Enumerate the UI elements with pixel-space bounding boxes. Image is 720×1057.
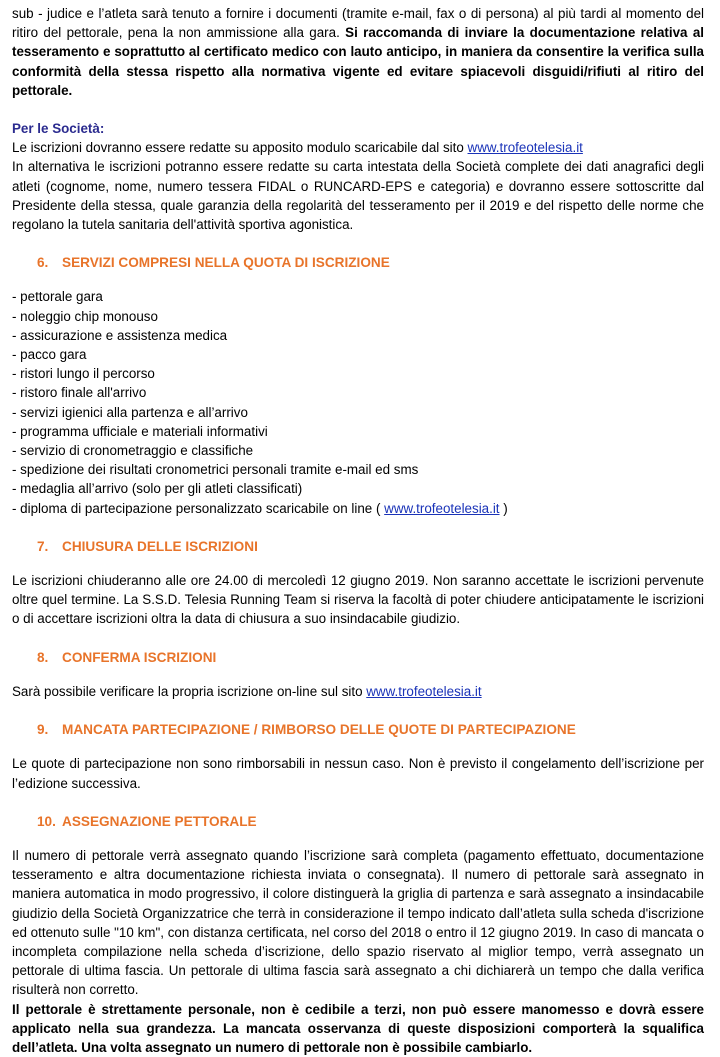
intro-bold-text: Si raccomanda di inviare la documentazione relativa al tesseramento e soprattutto al certificato medico con lauto anticipo, in maniera da consentire la verifica sulla conformità della stessa rispetto alla normativa vigente ed evitare spiacevoli disguidi/rifiuti al ritiro del pettorale.	[12, 25, 705, 98]
list-item: - medaglia all’arrivo (solo per gli atleti classificati)	[12, 481, 303, 497]
section-9-title: MANCATA PARTECIPAZIONE / RIMBORSO DELLE QUOTE DI PARTECIPAZIONE	[62, 722, 576, 738]
section-8-heading	[37, 648, 704, 667]
trofeotelesia-link[interactable]: www.trofeotelesia.it	[366, 683, 482, 699]
section-10-bold-text: Il pettorale è strettamente personale, non è cedibile a terzi, non può essere manomesso e dovrà essere applicato nella sua grandezza. La mancata osservanza di queste disposizioni comporterà la squalifica dell’atleta. Una volta assegnato un numero di pettorale non è possibile cambiarlo.	[12, 1001, 704, 1055]
services-list	[12, 287, 704, 517]
list-item: - servizio di cronometraggio e classifiche	[12, 443, 254, 459]
list-item: - assicurazione e assistenza medica	[12, 327, 228, 343]
section-6-title: SERVIZI COMPRESI NELLA QUOTA DI ISCRIZIONE	[62, 255, 390, 271]
section-7-title: CHIUSURA DELLE ISCRIZIONI	[62, 538, 258, 554]
list-item: - programma ufficiale e materiali informativi	[12, 423, 268, 439]
intro-paragraph	[12, 4, 704, 100]
diploma-text: - diploma di partecipazione personalizzato scaricabile on line (	[12, 500, 385, 516]
list-item: - noleggio chip monouso	[12, 308, 158, 324]
diploma-end: )	[499, 500, 508, 516]
list-item-diploma	[12, 499, 704, 518]
list-item: - ristoro finale all'arrivo	[12, 385, 147, 401]
societa-paragraph: In alternativa le iscrizioni potranno essere redatte su carta intestata della Società complete dei dati anagrafici degli atleti (cognome, nome, numero tessera FIDAL o RUNCARD-EPS e categoria) e dovranno essere sottoscritte dal Presidente della stessa, quale garanzia della regolarità del tesseramento per il 2019 e del rispetto delle norme che regolano la tutela sanitaria dell'attività sportiva agonistica.	[12, 159, 704, 233]
intro-text: sub - judice e l’atleta sarà tenuto a fornire i documenti (tramite e-mail, fax o di persona) al più tardi al momento del ritiro del pettorale, pena la non ammissione alla gara.	[12, 6, 704, 41]
list-item: - ristori lungo il percorso	[12, 366, 155, 382]
section-7-number: 7.	[37, 538, 49, 554]
section-8-text: Sarà possibile verificare la propria iscrizione on-line sul sito	[12, 683, 367, 699]
section-9-number: 9.	[37, 722, 49, 738]
section-9-heading	[37, 720, 704, 739]
section-10-text: Il numero di pettorale verrà assegnato quando l’iscrizione sarà completa (pagamento effettuato, documentazione tesseramento e altra documentazione richiesta inviata o consegnata). Il numero di pettorale sarà assegnato in maniera automatica in modo progressivo, il colore distinguerà la griglia di partenza e sarà assegnato a insindacabile giudizio della Società Organizzatrice che terrà in considerazione il tempo indicato dall’atleta sulla scheda d'iscrizione ed ottenuto sulle "10 km", con distanza certificata, nel corso del 2018 o entro il 12 giugno 2019. In caso di mancata o incompleta compilazione nella scheda d’iscrizione, dello spazio riservato al miglior tempo, verrà assegnato un pettorale di ultima fascia. Un pettorale di ultima fascia sarà assegnato a chi dichiarerà un tempo che dalla verifica risulterà non corretto.	[12, 847, 704, 998]
section-8-title: CONFERMA ISCRIZIONI	[62, 649, 217, 665]
section-8-paragraph	[12, 682, 704, 701]
section-6-number: 6.	[37, 255, 49, 271]
list-item: - spedizione dei risultati cronometrici personali tramite e-mail ed sms	[12, 462, 419, 478]
list-item: - servizi igienici alla partenza e all’arrivo	[12, 404, 248, 420]
section-9-text: Le quote di partecipazione non sono rimborsabili in nessun caso. Non è previsto il congelamento dell’iscrizione per l’edizione successiva.	[12, 756, 704, 791]
trofeotelesia-link[interactable]: www.trofeotelesia.it	[467, 140, 583, 156]
list-item: - pacco gara	[12, 347, 87, 363]
section-10-title: ASSEGNAZIONE PETTORALE	[62, 813, 257, 829]
section-7-text: Le iscrizioni chiuderanno alle ore 24.00 di mercoledì 12 giugno 2019. Non saranno accettate le iscrizioni pervenute oltre quel termine. La S.S.D. Telesia Running Team si riserva la facoltà di poter chiudere anticipatamente le iscrizioni o di accettare iscrizioni oltra la data di chiusura a suo insindacabile giudizio.	[12, 573, 704, 627]
section-8-number: 8.	[37, 649, 49, 665]
section-10-number: 10.	[37, 813, 56, 829]
list-item: - pettorale gara	[12, 289, 103, 305]
societa-line1	[12, 138, 704, 157]
trofeotelesia-link[interactable]: www.trofeotelesia.it	[384, 500, 500, 516]
section-10-heading	[37, 812, 704, 831]
societa-line1-text: Le iscrizioni dovranno essere redatte su apposito modulo scaricabile dal sito	[12, 140, 468, 156]
section-6-heading	[37, 253, 704, 272]
section-7-heading	[37, 537, 704, 556]
societa-title: Per le Società:	[12, 121, 105, 137]
